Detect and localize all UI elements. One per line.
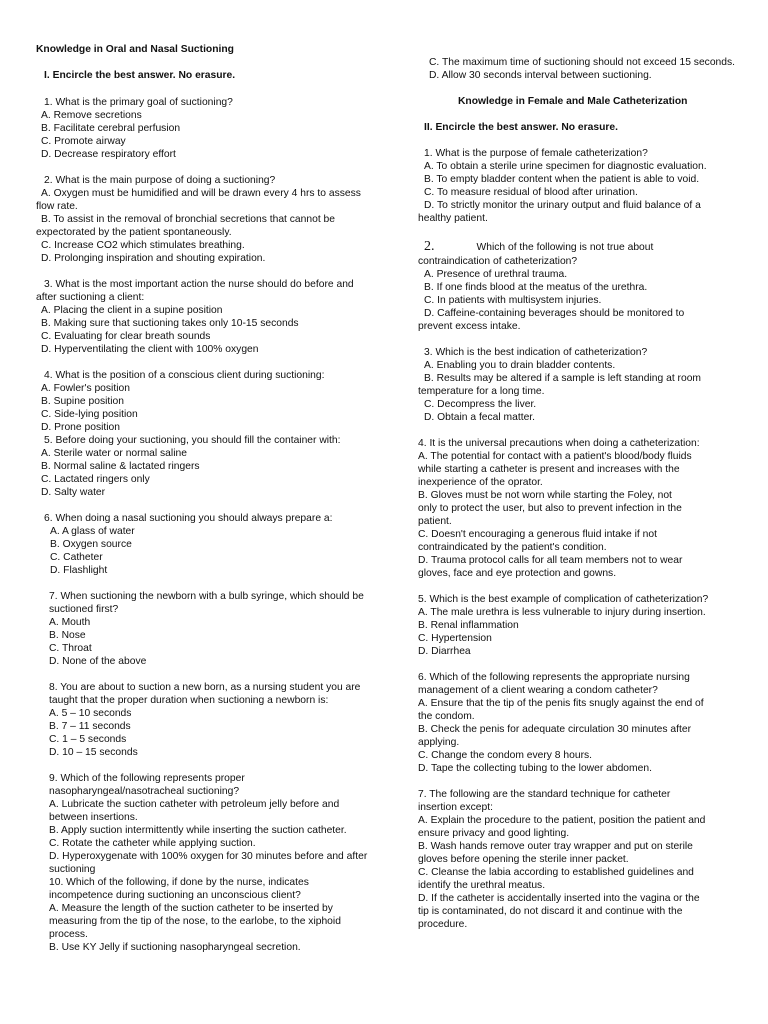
text-line: D. Obtain a fecal matter.: [424, 412, 536, 423]
text-line: B. Results may be altered if a sample is left standing at room: [424, 373, 702, 384]
text-line: A. Oxygen must be humidified and will be drawn every 4 hrs to assess: [41, 188, 361, 199]
text-line: procedure.: [418, 919, 468, 930]
text-line: A. The potential for contact with a patient's blood/body fluids: [418, 451, 692, 462]
text-line: D. Caffeine-containing beverages should be monitored to: [424, 308, 685, 319]
text-line: B. 7 – 11 seconds: [49, 721, 131, 732]
text-line: C. Cleanse the labia according to established guidelines and: [418, 867, 694, 878]
text-line: prevent excess intake.: [418, 321, 521, 332]
text-line: B. Making sure that suctioning takes only 10-15 seconds: [41, 318, 299, 329]
text-line: the condom.: [418, 711, 475, 722]
section-heading: I. Encircle the best answer. No erasure.: [44, 70, 236, 81]
text-line: 6. When doing a nasal suctioning you should always prepare a:: [44, 513, 333, 524]
text-line: A. Mouth: [49, 617, 91, 628]
text-line: C. 1 – 5 seconds: [49, 734, 127, 745]
text-line: C. Side-lying position: [41, 409, 138, 420]
text-line: incompetence during suctioning an unconscious client?: [49, 890, 301, 901]
text-line: A. Enabling you to drain bladder contents.: [424, 360, 616, 371]
text-line: 7. When suctioning the newborn with a bulb syringe, which should be: [49, 591, 364, 602]
text-line: expectorated by the patient spontaneously.: [36, 227, 232, 238]
text-line: contraindication of catheterization?: [418, 256, 578, 267]
text-line: C. Throat: [49, 643, 92, 654]
text-line: 9. Which of the following represents proper: [49, 773, 245, 784]
text-line: C. To measure residual of blood after urination.: [424, 187, 638, 198]
text-line: C. Rotate the catheter while applying suction.: [49, 838, 256, 849]
text-line: A. Ensure that the tip of the penis fits snugly against the end of: [418, 698, 704, 709]
text-line: D. Salty water: [41, 487, 106, 498]
section-heading: Knowledge in Female and Male Catheterization: [458, 96, 688, 107]
text-line: B. Supine position: [41, 396, 125, 407]
text-line: D. 10 – 15 seconds: [49, 747, 138, 758]
text-line: 4. It is the universal precautions when doing a catheterization:: [418, 438, 700, 449]
text-line: ensure privacy and good lighting.: [418, 828, 570, 839]
text-line: D. Hyperoxygenate with 100% oxygen for 30 minutes before and after: [49, 851, 368, 862]
text-line: B. To assist in the removal of bronchial secretions that cannot be: [41, 214, 336, 225]
text-line: identify the urethral meatus.: [418, 880, 546, 891]
text-line: A. Presence of urethral trauma.: [424, 269, 568, 280]
text-line: 3. Which is the best indication of catheterization?: [424, 347, 648, 358]
text-line: taught that the proper duration when suctioning a newborn is:: [49, 695, 329, 706]
text-line: B. Oxygen source: [50, 539, 132, 550]
text-line: process.: [49, 929, 88, 940]
text-line: C. Promote airway: [41, 136, 126, 147]
text-line: D. Allow 30 seconds interval between suctioning.: [429, 70, 652, 81]
text-line: patient.: [418, 516, 452, 527]
text-line: gloves before opening the sterile inner packet.: [418, 854, 629, 865]
text-line: C. Hypertension: [418, 633, 492, 644]
text-line: 1. What is the primary goal of suctioning?: [44, 97, 233, 108]
text-line: D. Prolonging inspiration and shouting expiration.: [41, 253, 266, 264]
text-line: C. Decompress the liver.: [424, 399, 537, 410]
text-line: inexperience of the oprator.: [418, 477, 543, 488]
text-line: B. Renal inflammation: [418, 620, 519, 631]
text-line: A. Placing the client in a supine position: [41, 305, 223, 316]
text-line: 5. Before doing your suctioning, you should fill the container with:: [44, 435, 341, 446]
text-line: A. Lubricate the suction catheter with petroleum jelly before and: [49, 799, 340, 810]
text-line: C. Increase CO2 which stimulates breathing.: [41, 240, 245, 251]
text-line: C. Lactated ringers only: [41, 474, 150, 485]
text-line: D. Flashlight: [50, 565, 108, 576]
text-line: only to protect the user, but also to prevent infection in the: [418, 503, 682, 514]
text-line: insertion except:: [418, 802, 493, 813]
text-line: A. Remove secretions: [41, 110, 142, 121]
text-line: tip is contaminated, do not discard it and continue with the: [418, 906, 683, 917]
text-line: D. None of the above: [49, 656, 147, 667]
text-line: 2. What is the main purpose of doing a suctioning?: [44, 175, 276, 186]
text-line: B. Check the penis for adequate circulation 30 minutes after: [418, 724, 692, 735]
text-line: between insertions.: [49, 812, 138, 823]
text-line: D. To strictly monitor the urinary output and fluid balance of a: [424, 200, 701, 211]
text-line: C. The maximum time of suctioning should not exceed 15 seconds.: [429, 57, 736, 68]
text-line: A. Measure the length of the suction catheter to be inserted by: [49, 903, 333, 914]
text-line: suctioning: [49, 864, 96, 875]
text-line: 1. What is the purpose of female catheterization?: [424, 148, 648, 159]
text-line: B. Use KY Jelly if suctioning nasopharyngeal secretion.: [49, 942, 301, 953]
text-line: A. The male urethra is less vulnerable to injury during insertion.: [418, 607, 706, 618]
text-line: A. Fowler's position: [41, 383, 130, 394]
text-line: D. Decrease respiratory effort: [41, 149, 176, 160]
text-line: C. Doesn't encouraging a generous fluid intake if not: [418, 529, 657, 540]
text-line: 7. The following are the standard technique for catheter: [418, 789, 671, 800]
text-line: 10. Which of the following, if done by the nurse, indicates: [49, 877, 309, 888]
text-line: measuring from the tip of the nose, to the earlobe, to the xiphoid: [49, 916, 341, 927]
text-line: D. If the catheter is accidentally inserted into the vagina or the: [418, 893, 700, 904]
text-line: while starting a catheter is present and increases with the: [418, 464, 680, 475]
text-line: B. Normal saline & lactated ringers: [41, 461, 200, 472]
text-line: 3. What is the most important action the nurse should do before and: [44, 279, 354, 290]
text-line: B. If one finds blood at the meatus of the urethra.: [424, 282, 648, 293]
text-line: management of a client wearing a condom catheter?: [418, 685, 658, 696]
section-heading: II. Encircle the best answer. No erasure.: [424, 122, 619, 133]
text-line: D. Prone position: [41, 422, 120, 433]
text-line: healthy patient.: [418, 213, 488, 224]
text-line: C. In patients with multisystem injuries.: [424, 295, 602, 306]
text-line: temperature for a long time.: [418, 386, 545, 397]
text-line: nasopharyngeal/nasotracheal suctioning?: [49, 786, 240, 797]
text-line: A. 5 – 10 seconds: [49, 708, 132, 719]
text-line: B. Apply suction intermittently while inserting the suction catheter.: [49, 825, 347, 836]
text-line: B. Gloves must be not worn while starting the Foley, not: [418, 490, 672, 501]
text-line: A. Explain the procedure to the patient, position the patient and: [418, 815, 706, 826]
text-line: B. Nose: [49, 630, 86, 641]
text-line: D. Diarrhea: [418, 646, 471, 657]
question-text: Which of the following is not true about: [476, 242, 654, 253]
text-line: 8. You are about to suction a new born, as a nursing student you are: [49, 682, 361, 693]
text-line: C. Catheter: [50, 552, 103, 563]
text-line: 6. Which of the following represents the appropriate nursing: [418, 672, 690, 683]
text-line: A. To obtain a sterile urine specimen for diagnostic evaluation.: [424, 161, 707, 172]
text-line: suctioned first?: [49, 604, 119, 615]
text-line: 4. What is the position of a conscious client during suctioning:: [44, 370, 325, 381]
text-line: 5. Which is the best example of complication of catheterization?: [418, 594, 709, 605]
text-line: D. Trauma protocol calls for all team members not to wear: [418, 555, 683, 566]
text-line: contraindicated by the patient's condition.: [418, 542, 607, 553]
text-line: C. Evaluating for clear breath sounds: [41, 331, 211, 342]
text-line: D. Hyperventilating the client with 100% oxygen: [41, 344, 259, 355]
text-line: applying.: [418, 737, 460, 748]
text-line: C. Change the condom every 8 hours.: [418, 750, 593, 761]
question-number: 2.: [424, 239, 435, 254]
section-heading: Knowledge in Oral and Nasal Suctioning: [36, 44, 234, 55]
text-line: B. To empty bladder content when the patient is able to void.: [424, 174, 700, 185]
text-line: D. Tape the collecting tubing to the lower abdomen.: [418, 763, 652, 774]
text-line: B. Facilitate cerebral perfusion: [41, 123, 181, 134]
text-line: gloves, face and eye protection and gowns.: [418, 568, 617, 579]
text-line: after suctioning a client:: [36, 292, 145, 303]
text-line: B. Wash hands remove outer tray wrapper and put on sterile: [418, 841, 693, 852]
text-line: [424, 241, 653, 254]
text-line: A. Sterile water or normal saline: [41, 448, 187, 459]
text-line: A. A glass of water: [50, 526, 135, 537]
text-line: flow rate.: [36, 201, 78, 212]
